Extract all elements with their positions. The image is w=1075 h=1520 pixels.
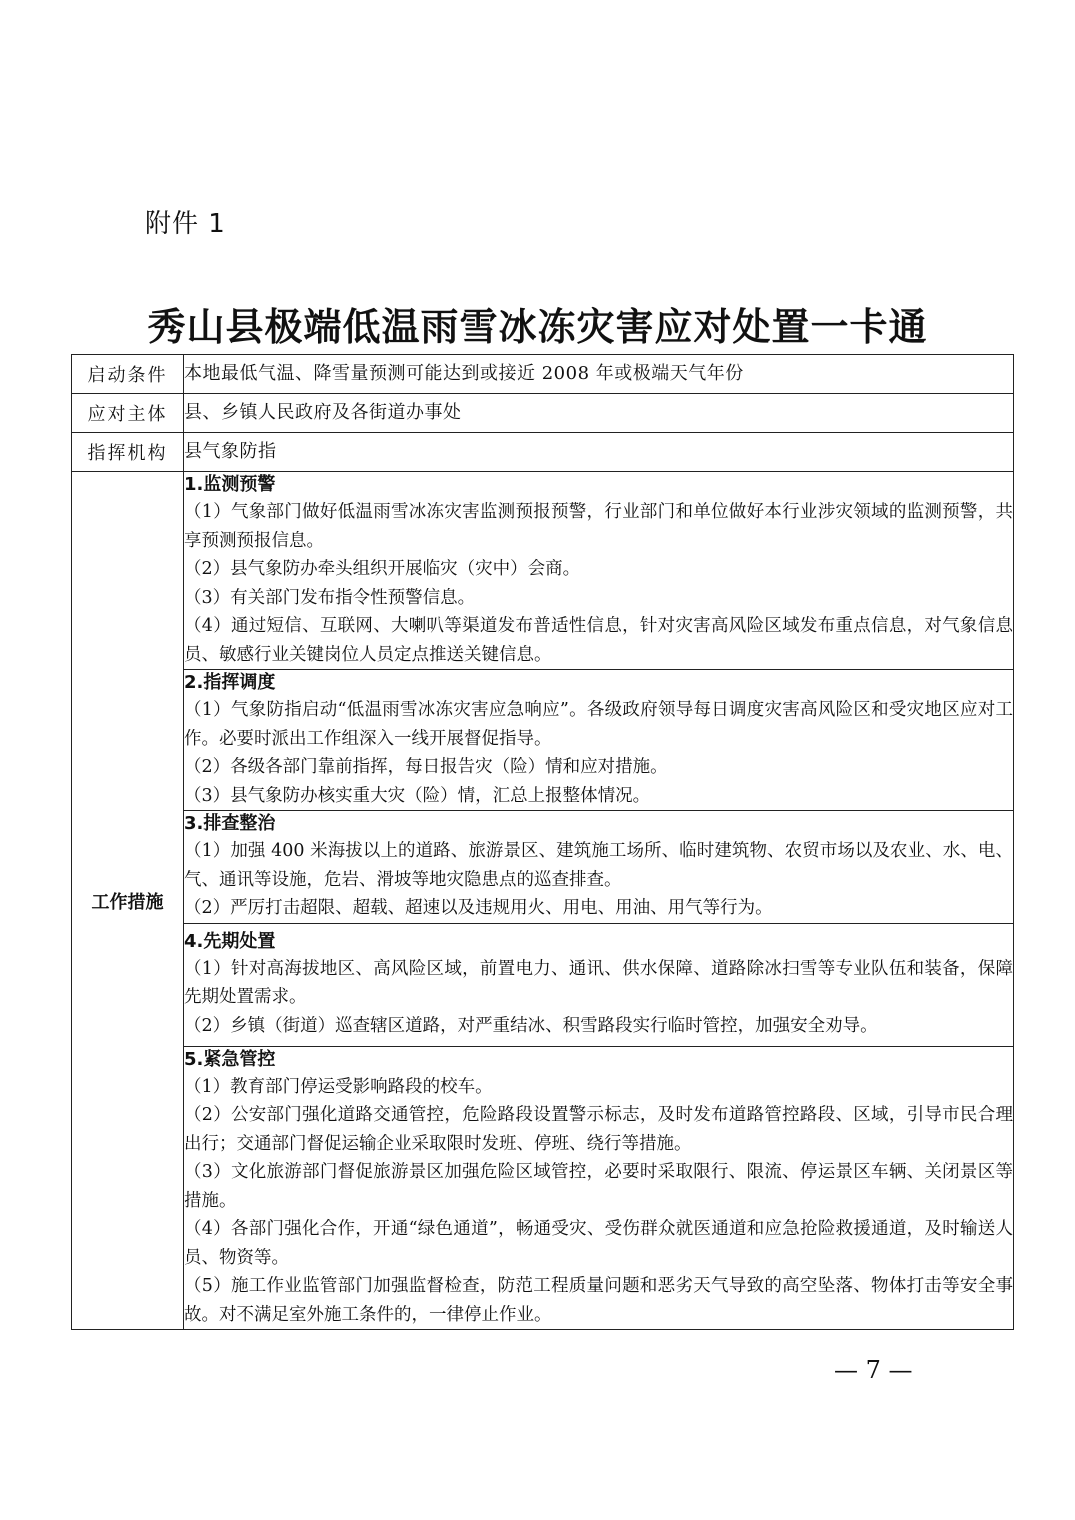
measure-heading: 3.排查整治 [184, 813, 276, 834]
measure-item: （2）各级各部门靠前指挥，每日报告灾（险）情和应对措施。 [184, 757, 668, 777]
measure-block-monitoring [72, 472, 1014, 670]
page-number: — 7 — [834, 1356, 913, 1384]
document-title: 秀山县极端低温雨雪冰冻灾害应对处置一卡通 [147, 304, 928, 349]
measure-item: （2）公安部门强化道路交通管控，危险路段设置警示标志，及时发布道路管控路段、区域，引导市民合理出行；交通部门督促运输企业采取限时发班、停班、绕行等措施。 [184, 1105, 1013, 1154]
measure-block-command [72, 670, 1014, 811]
measure-item: （2）县气象防办牵头组织开展临灾（灾中）会商。 [184, 559, 581, 579]
measure-item: （4）通过短信、互联网、大喇叭等渠道发布普适性信息，针对灾害高风险区域发布重点信息，对气象信息员、敏感行业关键岗位人员定点推送关键信息。 [184, 616, 1013, 665]
measure-item: （3）县气象防办核实重大灾（险）情，汇总上报整体情况。 [184, 785, 651, 806]
measure-block-emergency-control [72, 1046, 1014, 1330]
row-value: 本地最低气温、降雪量预测可能达到或接近 2008 年或极端天气年份 [184, 355, 1014, 394]
measure-block [184, 1046, 1014, 1330]
measure-heading: 4.先期处置 [184, 930, 276, 952]
measure-block [184, 670, 1014, 811]
measure-item: （1）气象部门做好低温雨雪冰冻灾害监测预报预警，行业部门和单位做好本行业涉灾领域的监测预警，共享预测预报信息。 [184, 502, 1013, 551]
measure-item: （2）严厉打击超限、超载、超速以及违规用火、用电、用油、用气等行为。 [184, 898, 773, 918]
table-row-command [72, 433, 1014, 472]
measures-label: 工作措施 [72, 472, 184, 1330]
measure-item: （3）有关部门发布指令性预警信息。 [184, 587, 476, 608]
measure-item: （1）气象防指启动“低温雨雪冰冻灾害应急响应”。各级政府领导每日调度灾害高风险区和受灾地区应对工作。必要时派出工作组深入一线开展督促指导。 [184, 700, 1013, 749]
measure-item: （3）文化旅游部门督促旅游景区加强危险区域管控，必要时采取限行、限流、停运景区车辆、关闭景区等措施。 [184, 1162, 1013, 1211]
measure-block [184, 923, 1014, 1046]
row-label: 应对主体 [72, 394, 184, 433]
measure-item: （1）针对高海拔地区、高风险区域，前置电力、通讯、供水保障、道路除冰扫雪等专业队伍和装备，保障先期处置需求。 [184, 958, 1013, 1008]
measure-heading: 5.紧急管控 [184, 1048, 276, 1070]
response-card-table [71, 354, 1014, 1330]
row-label: 启动条件 [72, 355, 184, 394]
row-label: 指挥机构 [72, 433, 184, 472]
row-value: 县气象防指 [184, 433, 1014, 472]
measure-block-inspection [72, 811, 1014, 924]
measure-block-initial-response [72, 923, 1014, 1046]
measure-item: （2）乡镇（街道）巡查辖区道路，对严重结冰、积雪路段实行临时管控，加强安全劝导。 [184, 1015, 878, 1036]
measure-heading: 2.指挥调度 [184, 672, 276, 693]
table-row-trigger [72, 355, 1014, 394]
measure-heading: 1.监测预警 [184, 474, 276, 495]
measure-block [184, 472, 1014, 670]
attachment-label: 附件 1 [145, 209, 226, 239]
measure-item: （1）加强 400 米海拔以上的道路、旅游景区、建筑施工场所、临时建筑物、农贸市场以及农业、水、电、气、通讯等设施，危岩、滑坡等地灾隐患点的巡查排查。 [184, 841, 1013, 890]
measure-item: （4）各部门强化合作，开通“绿色通道”，畅通受灾、受伤群众就医通道和应急抢险救援通道，及时输送人员、物资等。 [184, 1219, 1013, 1268]
row-value: 县、乡镇人民政府及各街道办事处 [184, 394, 1014, 433]
table-row-subject [72, 394, 1014, 433]
measure-item: （1）教育部门停运受影响路段的校车。 [184, 1076, 493, 1097]
measure-item: （5）施工作业监管部门加强监督检查，防范工程质量问题和恶劣天气导致的高空坠落、物体打击等安全事故。对不满足室外施工条件的，一律停止作业。 [184, 1276, 1013, 1325]
measure-block [184, 811, 1014, 924]
